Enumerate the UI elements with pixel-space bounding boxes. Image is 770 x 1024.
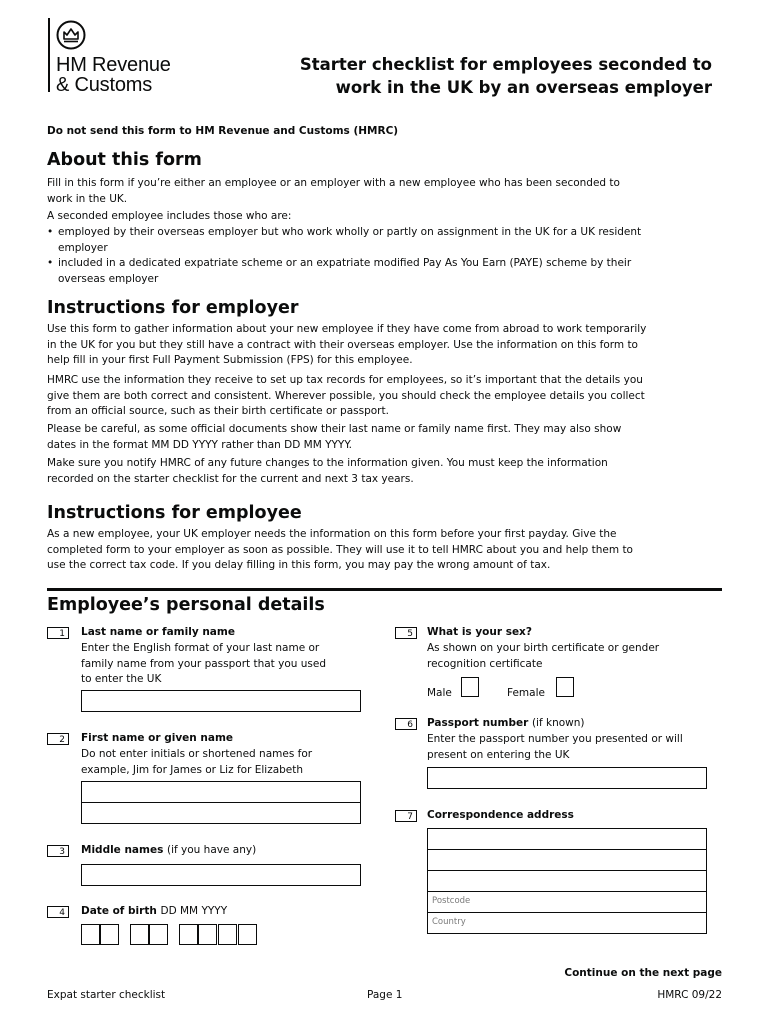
org-line-2: & Customs [56,74,153,96]
postcode-placeholder: Postcode [432,896,471,906]
list-item: • included in a dedicated expatriate scheme or an expatriate modified Pay As You Earn (PAYE) scheme by their overseas employer [47,256,647,287]
personal-details-heading: Employee’s personal details [47,595,325,615]
employee-paragraph-1: As a new employee, your UK employer needs the information on this form before your first payday. Give the completed form to your employer as soon as possible. They will use it to tell HMRC about you and help them to use the correct tax code. If you delay filling in this form, you may pay the wrong amount of tax. [47,528,633,571]
q5-title: What is your sex? [427,626,532,638]
address-line-3-input[interactable] [427,870,707,892]
page-number: Page 1 [367,989,403,1001]
question-number-2: 2 [47,733,69,745]
dob-day-digit-1[interactable] [81,924,100,945]
dob-year-digit-4[interactable] [238,924,257,945]
q2-hint: Do not enter initials or shortened names for example, Jim for James or Liz for Elizabeth [81,748,313,776]
about-heading: About this form [47,150,202,170]
male-checkbox[interactable] [461,677,479,697]
dob-year-digit-3[interactable] [218,924,237,945]
employer-paragraph-4: Make sure you notify HMRC of any future changes to the information given. You must keep the information recorded on the starter checklist for the current and next 3 tax years. [47,457,608,485]
question-number-3: 3 [47,845,69,857]
male-label: Male [427,687,452,699]
employer-paragraph-1: Use this form to gather information about your new employee if they have come from abroad to work temporarily in the UK for you but they still have a contract with their overseas employer. Use the information on this form to help fill in your first Full Payment Submission (FPS) for this employee. [47,323,647,366]
q6-title [427,717,585,729]
dob-month-digit-2[interactable] [149,924,168,945]
q3-title-extra: (if you have any) [167,844,257,856]
form-title-line-1: Starter checklist for employees seconded to [299,55,712,74]
q1-hint: Enter the English format of your last name or family name from your passport that you used to enter the UK [81,642,327,685]
first-name-input-line-1[interactable] [81,781,361,803]
question-number-7: 7 [395,810,417,822]
female-checkbox[interactable] [556,677,574,697]
org-line-1: HM Revenue [56,54,171,76]
postcode-input[interactable] [427,891,707,913]
first-name-input-line-2[interactable] [81,802,361,824]
footer-form-name: Expat starter checklist [47,989,166,1001]
country-input[interactable] [427,912,707,934]
q6-hint: Enter the passport number you presented or will present on entering the UK [427,733,683,761]
employee-heading: Instructions for employee [47,503,302,523]
form-title-line-2: work in the UK by an overseas employer [335,78,712,97]
last-name-input[interactable] [81,690,361,712]
form-title [292,53,712,99]
royal-crest-icon [56,20,86,50]
logo-rule [48,18,50,92]
dob-day-digit-2[interactable] [100,924,119,945]
passport-number-input[interactable] [427,767,707,789]
q4-title-extra: DD MM YYYY [160,905,228,917]
q6-title-extra: (if known) [531,717,585,729]
employer-paragraph-2: HMRC use the information they receive to set up tax records for employees, so it’s important that the details you give them are both correct and consistent. Wherever possible, you should check the employee details you collect from an official source, such as their birth certificate or passport. [47,374,645,417]
q3-title-text: Middle names [81,844,164,856]
country-placeholder: Country [432,917,466,927]
q4-title-text: Date of birth [81,905,157,917]
question-number-1: 1 [47,627,69,639]
employer-paragraph-3: Please be careful, as some official documents show their last name or family name first. They may also show dates in the format MM DD YYYY rather than DD MM YYYY. [47,423,622,451]
q2-title: First name or given name [81,732,234,744]
q6-title-text: Passport number [427,717,529,729]
q5-hint: As shown on your birth certificate or gender recognition certificate [427,642,660,670]
about-paragraph-2: A seconded employee includes those who are: [47,210,292,222]
q4-title [81,905,227,917]
address-line-1-input[interactable] [427,828,707,850]
question-number-6: 6 [395,718,417,730]
question-number-5: 5 [395,627,417,639]
q7-title: Correspondence address [427,809,574,821]
address-line-2-input[interactable] [427,849,707,871]
question-number-4: 4 [47,906,69,918]
about-paragraph-1: Fill in this form if you’re either an employee or an employer with a new employee who has been seconded to work in the UK. [47,177,620,205]
do-not-send-notice: Do not send this form to HM Revenue and Customs (HMRC) [47,125,399,137]
form-reference: HMRC 09/22 [657,989,722,1001]
q1-title: Last name or family name [81,626,235,638]
q3-title [81,844,256,856]
section-divider [47,588,722,591]
continue-note: Continue on the next page [564,967,722,979]
organisation-name [56,55,171,95]
dob-year-digit-1[interactable] [179,924,198,945]
female-label: Female [507,687,545,699]
dob-year-digit-2[interactable] [198,924,217,945]
list-item: • employed by their overseas employer but who work wholly or partly on assignment in the UK for a UK resident employer [47,225,647,256]
middle-names-input[interactable] [81,864,361,886]
dob-month-digit-1[interactable] [130,924,149,945]
about-bullet-list [47,225,647,287]
employer-heading: Instructions for employer [47,298,299,318]
